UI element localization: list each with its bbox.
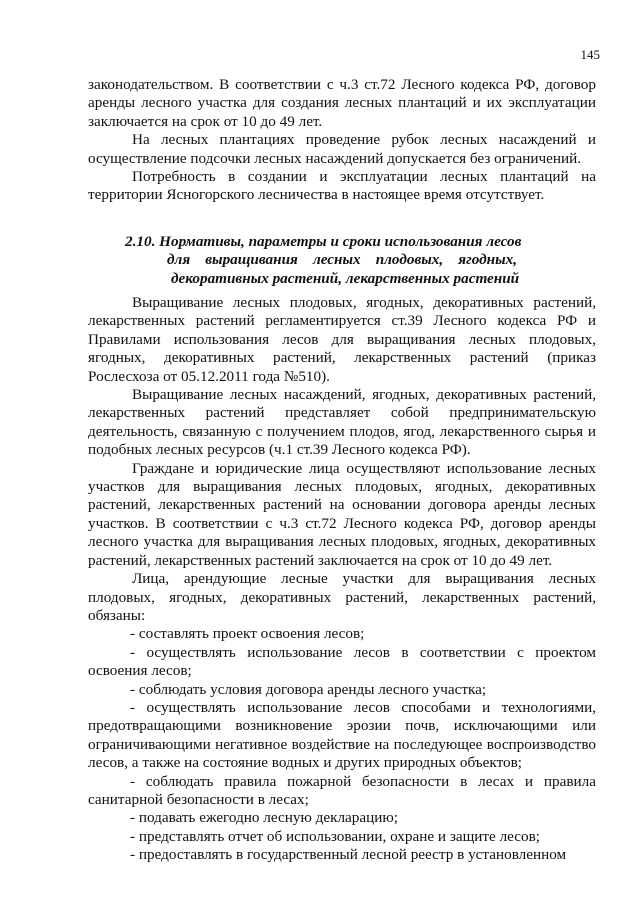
- obligation-item: - осуществлять использование лесов способами и технологиями, предотвращающими возникновение эрозии почв, исключающими или ограничивающими негативное воздействие на последующее воспроизводство лесов, а также на состояние водных и других природных объектов;: [88, 698, 596, 772]
- section-heading-line-2: для выращивания лесных плодовых, ягодных,: [167, 251, 517, 269]
- section-body: [88, 294, 596, 865]
- obligation-item: - предоставлять в государственный лесной реестр в установленном: [130, 846, 567, 864]
- page-number: 145: [580, 47, 600, 62]
- obligation-item: - соблюдать условия договора аренды лесного участка;: [130, 680, 487, 698]
- obligation-item: - осуществлять использование лесов в соответствии с проектом освоения лесов;: [88, 643, 596, 680]
- obligation-item: - представлять отчет об использовании, охране и защите лесов;: [130, 827, 540, 845]
- obligation-item: - составлять проект освоения лесов;: [130, 625, 365, 643]
- section-heading: [125, 233, 555, 288]
- intro-text-block: [88, 76, 596, 205]
- obligation-item: - соблюдать правила пожарной безопасности в лесах и правила санитарной безопасности в лесах;: [88, 772, 596, 808]
- paragraph-lease-basis: Граждане и юридические лица осуществляют использование лесных участков для выращивания лесных плодовых, ягодных, декоративных растений, лекарственных растений на основании договора аренды лесных участков. В соответствии с ч.3 ст.72 Лесного кодекса РФ, договор аренды лесного участка для выращивания лесных плодовых, ягодных, декоративных растений, лекарственных растений заключается на срок от 10 до 49 лет.: [88, 459, 596, 569]
- paragraph-continuation: законодательством. В соответствии с ч.3 ст.72 Лесного кодекса РФ, договор аренды лесного участка для создания лесных плантаций и их эксплуатации заключается на срок от 10 до 49 лет.: [88, 76, 596, 130]
- paragraph-plantation-felling: На лесных плантациях проведение рубок лесных насаждений и осуществление подсочки лесных насаждений допускается без ограничений.: [88, 131, 596, 167]
- obligation-item: - подавать ежегодно лесную декларацию;: [130, 809, 398, 827]
- section-heading-line-3: декоративных растений, лекарственных растений: [171, 269, 520, 287]
- section-heading-line-1: 2.10. Нормативы, параметры и сроки использования лесов: [125, 233, 522, 250]
- paragraph-plantation-need: Потребность в создании и эксплуатации лесных плантаций на территории Ясногорского лесничества в настоящее время отсутствует.: [88, 168, 596, 204]
- paragraph-regulation: Выращивание лесных плодовых, ягодных, декоративных растений, лекарственных растений регламентируется ст.39 Лесного кодекса РФ и Правилами использования лесов для выращивания лесных плодовых, ягодных, декоративных растений, лекарственных растений (приказ Рослесхоза от 05.12.2011 года №510).: [88, 294, 596, 385]
- paragraph-definition: Выращивание лесных насаждений, ягодных, декоративных растений, лекарственных растений представляет собой предпринимательскую деятельность, связанную с получением плодов, ягод, лекарственного сырья и подобных лесных ресурсов (ч.1 ст.39 Лесного кодекса РФ).: [88, 386, 596, 459]
- paragraph-obligations-intro: Лица, арендующие лесные участки для выращивания лесных плодовых, ягодных, декоративных растений, лекарственных растений, обязаны:: [88, 570, 596, 624]
